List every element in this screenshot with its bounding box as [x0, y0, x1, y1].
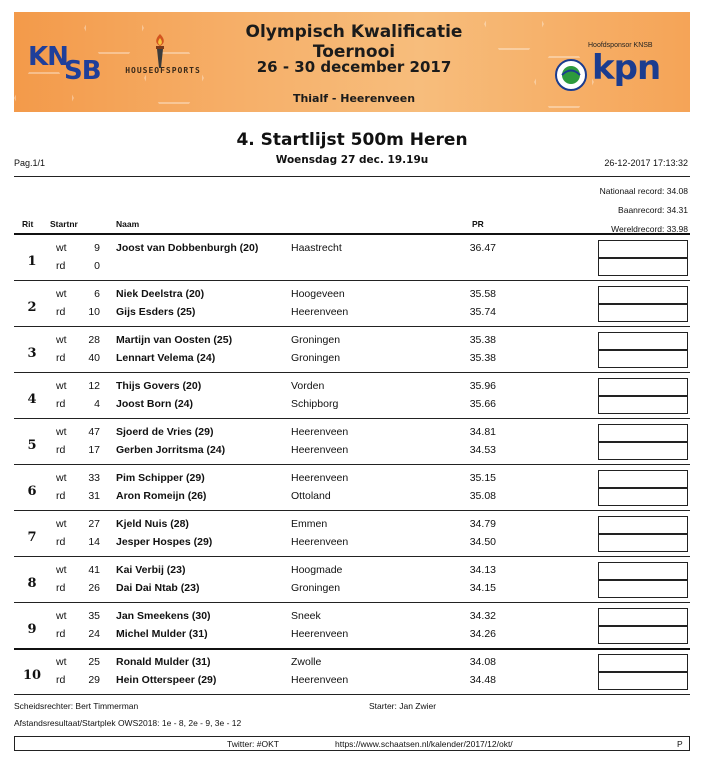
lane-label: wt — [56, 380, 67, 392]
lane-label: rd — [56, 490, 66, 502]
distance-result-text: Afstandsresultaat/Startplek OWS2018: 1e - 8, 2e - 9, 3e - 12 — [14, 718, 242, 728]
skater-club: Emmen — [291, 518, 328, 530]
skater-club: Groningen — [291, 334, 341, 346]
world-record: Wereldrecord: 33.98 — [611, 224, 688, 234]
skater-club: Heerenveen — [291, 426, 349, 438]
skater-line — [14, 396, 690, 414]
skater-name: Gerben Jorritsma (24) — [116, 444, 226, 456]
house-of-sports-logo — [114, 34, 212, 84]
heat-number: 3 — [27, 346, 37, 361]
heat-number: 9 — [27, 622, 37, 637]
kpn-sponsor-logo — [552, 34, 688, 94]
skater-name: Lennart Velema (24) — [116, 352, 216, 364]
track-record: Baanrecord: 34.31 — [618, 205, 688, 215]
skater-club: Haastrecht — [291, 242, 342, 254]
lane-label: wt — [56, 564, 67, 576]
heat-number: 6 — [27, 484, 37, 499]
knsb-logo-top: KN — [28, 42, 68, 72]
heat-number: 4 — [27, 392, 37, 407]
start-number: 14 — [88, 536, 100, 548]
personal-record: 34.48 — [469, 674, 496, 686]
event-banner — [14, 12, 690, 112]
skater-name: Kai Verbij (23) — [116, 564, 186, 576]
time-entry-box — [598, 470, 688, 488]
heat-divider — [14, 556, 690, 557]
skater-name: Sjoerd de Vries (29) — [116, 426, 214, 438]
starter-text: Starter: Jan Zwier — [369, 701, 437, 711]
time-entry-box — [598, 626, 688, 644]
torch-icon — [150, 34, 170, 68]
skater-name: Hein Otterspeer (29) — [116, 674, 217, 686]
skater-name: Jesper Hospes (29) — [116, 536, 213, 548]
skater-name: Dai Dai Ntab (23) — [116, 582, 200, 594]
skater-name: Kjeld Nuis (28) — [116, 518, 189, 530]
lane-label: rd — [56, 444, 66, 456]
skater-club: Heerenveen — [291, 472, 349, 484]
skater-club: Groningen — [291, 352, 341, 364]
time-entry-box — [598, 258, 688, 276]
heat-number: 8 — [27, 576, 37, 591]
heat-divider — [14, 648, 690, 650]
lane-label: wt — [56, 610, 67, 622]
personal-record: 35.38 — [469, 334, 496, 346]
heat-divider — [14, 510, 690, 511]
house-of-sports-text: HOUSEOFSPORTS — [125, 66, 201, 75]
knsb-logo-bottom: SB — [64, 56, 101, 86]
start-number: 33 — [88, 472, 100, 484]
skater-club: Heerenveen — [291, 674, 349, 686]
skater-line — [14, 580, 690, 598]
lane-label: wt — [56, 426, 67, 438]
time-entry-box — [598, 488, 688, 506]
start-number: 41 — [88, 564, 100, 576]
records-block — [600, 182, 688, 239]
start-number: 12 — [88, 380, 100, 392]
skater-club: Hoogmade — [291, 564, 343, 576]
time-entry-box — [598, 562, 688, 580]
skater-line — [14, 488, 690, 506]
skater-name: Joost Born (24) — [116, 398, 194, 410]
skater-name: Martijn van Oosten (25) — [116, 334, 233, 346]
heat-divider — [14, 602, 690, 603]
lane-label: wt — [56, 656, 67, 668]
column-header-pr: PR — [472, 219, 484, 229]
time-entry-box — [598, 534, 688, 552]
personal-record: 34.13 — [469, 564, 496, 576]
personal-record: 34.08 — [469, 656, 496, 668]
lane-label: rd — [56, 628, 66, 640]
skater-name: Thijs Govers (20) — [116, 380, 202, 392]
personal-record: 35.38 — [469, 352, 496, 364]
skater-name: Jan Smeekens (30) — [116, 610, 211, 622]
startlist-subtitle: Woensdag 27 dec. 19.19u — [275, 154, 429, 166]
start-number: 28 — [88, 334, 100, 346]
start-number: 25 — [88, 656, 100, 668]
skater-club: Vorden — [291, 380, 325, 392]
time-entry-box — [598, 608, 688, 626]
heat-number: 10 — [22, 668, 42, 683]
skater-club: Zwolle — [291, 656, 322, 668]
skater-name: Gijs Esders (25) — [116, 306, 196, 318]
start-number: 6 — [94, 288, 100, 300]
lane-label: rd — [56, 306, 66, 318]
event-url-link[interactable]: https://www.schaatsen.nl/kalender/2017/12/okt/ — [335, 739, 513, 749]
lane-label: rd — [56, 398, 66, 410]
start-number: 17 — [88, 444, 100, 456]
start-number: 24 — [88, 628, 100, 640]
skater-line — [14, 258, 690, 276]
start-number: 9 — [94, 242, 100, 254]
heat-number: 5 — [27, 438, 37, 453]
time-entry-box — [598, 672, 688, 690]
heat-divider — [14, 694, 690, 695]
start-number: 40 — [88, 352, 100, 364]
lane-label: rd — [56, 582, 66, 594]
skater-name: Michel Mulder (31) — [116, 628, 208, 640]
skater-line — [14, 516, 690, 534]
skater-line — [14, 534, 690, 552]
heat-divider — [14, 280, 690, 281]
skater-line — [14, 424, 690, 442]
skater-line — [14, 304, 690, 322]
referee-text: Scheidsrechter: Bert Timmerman — [14, 701, 139, 711]
skater-line — [14, 240, 690, 258]
national-record: Nationaal record: 34.08 — [599, 186, 688, 196]
column-header-naam: Naam — [116, 219, 140, 229]
skater-club: Heerenveen — [291, 306, 349, 318]
skater-line — [14, 286, 690, 304]
skater-club: Heerenveen — [291, 444, 349, 456]
personal-record: 35.74 — [469, 306, 496, 318]
skater-line — [14, 442, 690, 460]
skater-line — [14, 470, 690, 488]
personal-record: 34.81 — [469, 426, 496, 438]
time-entry-box — [598, 396, 688, 414]
personal-record: 35.96 — [469, 380, 496, 392]
lane-label: wt — [56, 518, 67, 530]
personal-record: 34.79 — [469, 518, 496, 530]
skater-club: Schipborg — [291, 398, 339, 410]
personal-record: 35.58 — [469, 288, 496, 300]
heat-number: 2 — [27, 300, 37, 315]
skater-name: Niek Deelstra (20) — [116, 288, 205, 300]
footer-bar — [14, 736, 690, 751]
lane-label: rd — [56, 260, 66, 272]
time-entry-box — [598, 516, 688, 534]
time-entry-box — [598, 424, 688, 442]
skater-line — [14, 672, 690, 690]
start-number: 10 — [88, 306, 100, 318]
lane-label: wt — [56, 334, 67, 346]
startlist-title: 4. Startlijst 500m Heren — [236, 130, 468, 150]
event-title: Olympisch Kwalificatie Toernooi — [245, 22, 463, 62]
personal-record: 34.32 — [469, 610, 496, 622]
personal-record: 35.08 — [469, 490, 496, 502]
time-entry-box — [598, 654, 688, 672]
column-header-rit: Rit — [22, 219, 34, 229]
skater-name: Ronald Mulder (31) — [116, 656, 211, 668]
heat-number: 7 — [27, 530, 37, 545]
event-venue: Thialf - Heerenveen — [292, 92, 416, 105]
time-entry-box — [598, 350, 688, 368]
start-number: 47 — [88, 426, 100, 438]
page-indicator: Pag.1/1 — [14, 158, 46, 168]
personal-record: 34.26 — [469, 628, 496, 640]
skater-club: Hoogeveen — [291, 288, 345, 300]
lane-label: wt — [56, 288, 67, 300]
event-dates: 26 - 30 december 2017 — [256, 58, 452, 76]
time-entry-box — [598, 304, 688, 322]
lane-label: rd — [56, 536, 66, 548]
start-number: 35 — [88, 610, 100, 622]
personal-record: 34.50 — [469, 536, 496, 548]
personal-record: 35.66 — [469, 398, 496, 410]
skater-club: Heerenveen — [291, 536, 349, 548]
skater-line — [14, 332, 690, 350]
start-number: 31 — [88, 490, 100, 502]
skater-line — [14, 608, 690, 626]
personal-record: 35.15 — [469, 472, 496, 484]
time-entry-box — [598, 580, 688, 598]
print-datetime: 26-12-2017 17:13:32 — [604, 158, 688, 168]
time-entry-box — [598, 286, 688, 304]
skater-name: Pim Schipper (29) — [116, 472, 205, 484]
skater-line — [14, 562, 690, 580]
heat-number: 1 — [27, 254, 37, 269]
start-number: 0 — [94, 260, 100, 272]
lane-label: rd — [56, 674, 66, 686]
lane-label: wt — [56, 242, 67, 254]
skater-club: Ottoland — [291, 490, 331, 502]
page-letter: P — [677, 739, 683, 749]
time-entry-box — [598, 378, 688, 396]
skater-name: Joost van Dobbenburgh (20) — [116, 242, 259, 254]
heat-divider — [14, 326, 690, 327]
skater-club: Heerenveen — [291, 628, 349, 640]
divider — [14, 176, 690, 177]
twitter-hashtag: Twitter: #OKT — [227, 739, 279, 749]
heat-divider — [14, 418, 690, 419]
kpn-globe-icon — [554, 58, 588, 92]
skater-line — [14, 626, 690, 644]
skater-club: Sneek — [291, 610, 321, 622]
header-divider — [14, 233, 690, 235]
start-number: 26 — [88, 582, 100, 594]
lane-label: rd — [56, 352, 66, 364]
skater-club: Groningen — [291, 582, 341, 594]
skater-name: Aron Romeijn (26) — [116, 490, 207, 502]
knsb-logo — [28, 42, 104, 88]
start-number: 27 — [88, 518, 100, 530]
start-number: 29 — [88, 674, 100, 686]
personal-record: 34.15 — [469, 582, 496, 594]
personal-record: 34.53 — [469, 444, 496, 456]
heat-divider — [14, 464, 690, 465]
column-header-startnr: Startnr — [50, 219, 78, 229]
lane-label: wt — [56, 472, 67, 484]
sponsor-label: Hoofdsponsor KNSB — [588, 42, 653, 49]
kpn-wordmark: kpn — [592, 48, 661, 88]
time-entry-box — [598, 442, 688, 460]
heat-divider — [14, 372, 690, 373]
start-number: 4 — [94, 398, 100, 410]
skater-line — [14, 654, 690, 672]
personal-record: 36.47 — [469, 242, 496, 254]
skater-line — [14, 378, 690, 396]
time-entry-box — [598, 332, 688, 350]
skater-line — [14, 350, 690, 368]
time-entry-box — [598, 240, 688, 258]
